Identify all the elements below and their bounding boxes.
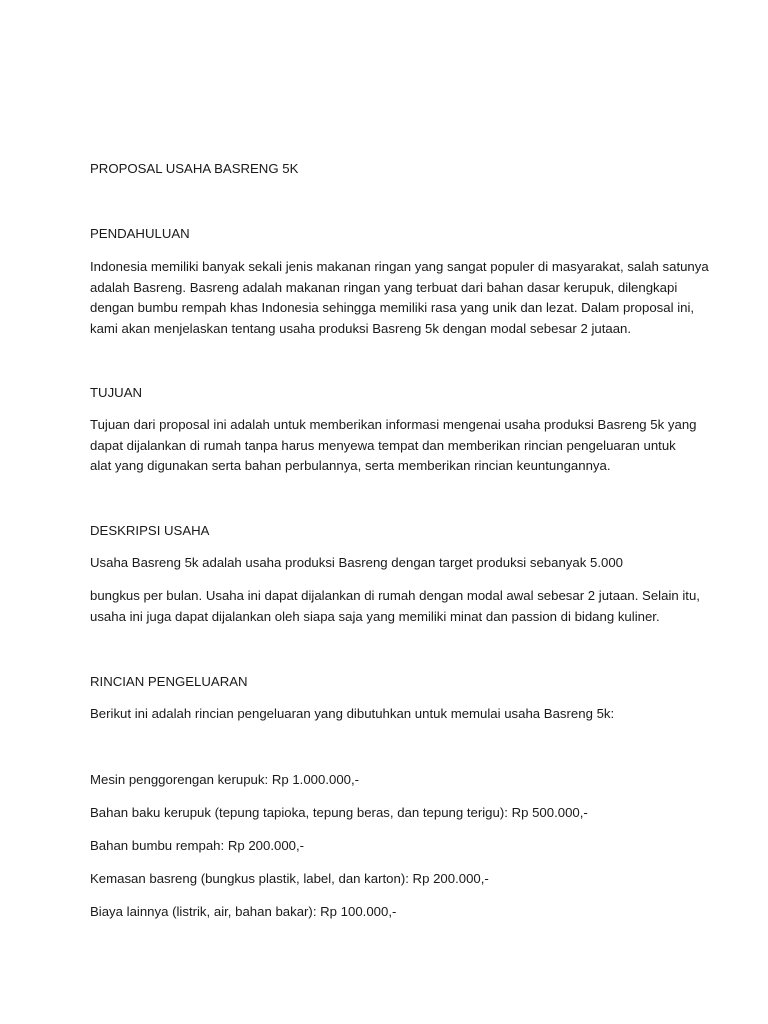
list-item: Biaya lainnya (listrik, air, bahan bakar): Rp 100.000,- [90, 904, 397, 919]
paragraph-line: bungkus per bulan. Usaha ini dapat dijalankan di rumah dengan modal awal sebesar 2 jutaan. Selain itu, [90, 588, 700, 603]
list-item: Bahan baku kerupuk (tepung tapioka, tepung beras, dan tepung terigu): Rp 500.000,- [90, 805, 588, 820]
paragraph-line: Tujuan dari proposal ini adalah untuk memberikan informasi mengenai usaha produksi Basreng 5k yang [90, 417, 697, 432]
paragraph-line: alat yang digunakan serta bahan perbulannya, serta memberikan rincian keuntungannya. [90, 458, 611, 474]
heading-deskripsi-usaha: DESKRIPSI USAHA [90, 523, 210, 538]
paragraph-line: adalah Basreng. Basreng adalah makanan ringan yang terbuat dari bahan dasar kerupuk, dilengkapi [90, 279, 678, 295]
paragraph-deskripsi-line1: Usaha Basreng 5k adalah usaha produksi Basreng dengan target produksi sebanyak 5.000 [90, 555, 623, 570]
list-item: Mesin penggorengan kerupuk: Rp 1.000.000,- [90, 772, 360, 787]
paragraph-deskripsi [90, 586, 700, 627]
paragraph-line: dapat dijalankan di rumah tanpa harus menyewa tempat dan memberikan rincian pengeluaran untuk [90, 437, 676, 453]
paragraph-line: Indonesia memiliki banyak sekali jenis makanan ringan yang sangat populer di masyarakat, salah satunya [90, 259, 709, 274]
document-title: PROPOSAL USAHA BASRENG 5K [90, 161, 299, 176]
list-item: Bahan bumbu rempah: Rp 200.000,- [90, 838, 305, 853]
heading-tujuan: TUJUAN [90, 385, 143, 400]
paragraph-line: kami akan menjelaskan tentang usaha produksi Basreng 5k dengan modal sebesar 2 jutaan. [90, 320, 632, 336]
paragraph-tujuan [90, 415, 697, 477]
paragraph-pendahuluan [90, 257, 709, 339]
list-item: Kemasan basreng (bungkus plastik, label, dan karton): Rp 200.000,- [90, 871, 489, 886]
paragraph-line: dengan bumbu rempah khas Indonesia sehingga memiliki rasa yang unik dan lezat. Dalam proposal ini, [90, 300, 695, 316]
heading-pendahuluan: PENDAHULUAN [90, 226, 190, 241]
heading-rincian-pengeluaran: RINCIAN PENGELUARAN [90, 674, 248, 689]
paragraph-rincian-intro: Berikut ini adalah rincian pengeluaran yang dibutuhkan untuk memulai usaha Basreng 5k: [90, 706, 615, 721]
paragraph-line: usaha ini juga dapat dijalankan oleh siapa saja yang memiliki minat dan passion di bidang kuliner. [90, 608, 660, 624]
